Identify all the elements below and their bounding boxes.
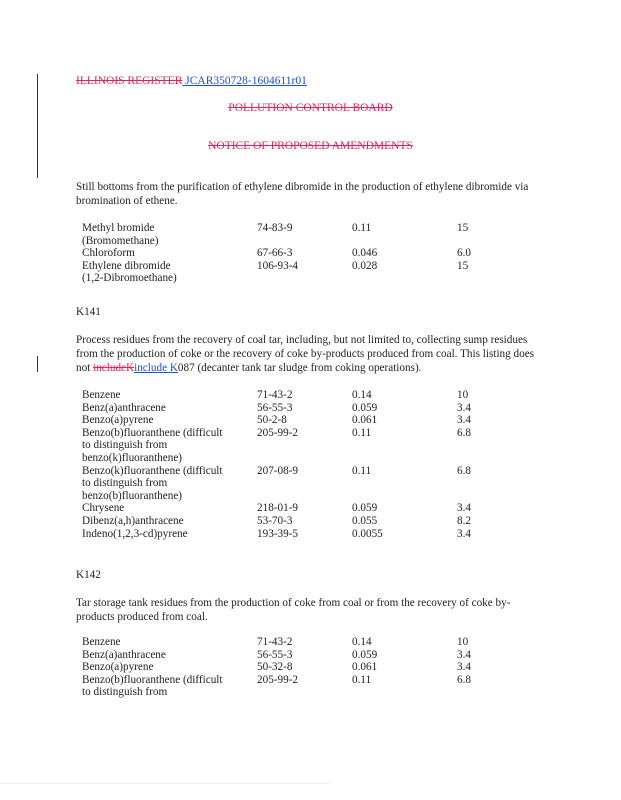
register-header	[76, 75, 307, 87]
cas-number: 53-70-3	[257, 514, 293, 527]
constituent-name: Ethylene dibromide (1,2-Dibromoethane)	[82, 259, 177, 285]
deleted-include: includeK	[93, 362, 135, 374]
constituent-name: Benz(a)anthracene	[82, 648, 166, 661]
cas-number: 50-2-8	[257, 414, 287, 427]
wastewater-conc: 0.055	[352, 514, 378, 527]
section2-table	[82, 389, 517, 540]
table-row	[82, 515, 517, 528]
cas-number: 67-66-3	[257, 247, 293, 260]
wastewater-conc: 0.059	[352, 502, 378, 515]
register-deleted-text: ILLINOIS REGISTER	[76, 75, 183, 87]
table-row	[82, 636, 517, 649]
cas-number: 71-43-2	[257, 636, 293, 648]
wastewater-conc: 0.11	[352, 464, 372, 477]
constituent-name: Benzene	[82, 389, 121, 401]
cas-number: 205-99-2	[257, 426, 299, 439]
constituent-name: Methyl bromide (Bromomethane)	[82, 222, 159, 247]
nonwastewater-conc: 15	[457, 222, 469, 234]
table-row	[82, 528, 517, 541]
change-bar-top	[37, 74, 38, 178]
constituent-name: Benz(a)anthracene	[82, 401, 166, 414]
cas-number: 193-39-5	[257, 527, 299, 540]
notice-title: NOTICE OF PROPOSED AMENDMENTS	[208, 140, 413, 152]
constituent-name: Benzo(k)fluoranthene (difficult to distinguish from benzo(b)fluoranthene)	[82, 464, 223, 502]
cas-number: 56-55-3	[257, 648, 293, 661]
table-row	[82, 402, 517, 415]
nonwastewater-conc: 6.8	[457, 673, 471, 686]
constituent-name: Benzo(a)pyrene	[82, 414, 154, 427]
table-row	[82, 260, 517, 285]
nonwastewater-conc: 8.2	[457, 514, 471, 527]
table-row	[82, 389, 517, 402]
constituent-name: Indeno(1,2,3-cd)pyrene	[82, 527, 188, 540]
nonwastewater-conc: 3.4	[457, 502, 471, 515]
register-inserted-text: JCAR350728-1604611r01	[182, 75, 307, 87]
cas-number: 74-83-9	[257, 222, 293, 234]
section3-table	[82, 636, 517, 699]
cas-number: 106-93-4	[257, 259, 299, 272]
nonwastewater-conc: 3.4	[457, 661, 471, 674]
nonwastewater-conc: 3.4	[457, 648, 471, 661]
wastewater-conc: 0.028	[352, 259, 378, 272]
constituent-name: Benzo(a)pyrene	[82, 661, 154, 674]
wastewater-conc: 0.0055	[352, 527, 383, 540]
section1-table	[82, 222, 517, 285]
cas-number: 71-43-2	[257, 389, 293, 401]
wastewater-conc: 0.061	[352, 414, 378, 427]
page-footer-line	[0, 783, 330, 784]
wastewater-conc: 0.11	[352, 673, 372, 686]
nonwastewater-conc: 10	[457, 636, 469, 648]
constituent-name: Chrysene	[82, 502, 125, 515]
board-title: POLLUTION CONTROL BOARD	[228, 102, 393, 114]
nonwastewater-conc: 3.4	[457, 401, 471, 414]
section2-description: Process residues from the recovery of coal tar, including, but not limited to, collecting sump residues from the production of coke or the recovery of coke by-products produced from coal. This listing does not includeKinclude K087 (decanter tank tar sludge from coking operations).	[76, 334, 535, 374]
nonwastewater-conc: 15	[457, 259, 469, 272]
change-bar-middle	[37, 356, 38, 372]
k141-code: K141	[76, 306, 101, 318]
wastewater-conc: 0.11	[352, 222, 372, 234]
section1-description: Still bottoms from the purification of ethylene dibromide in the production of ethylene dibromide via bromination of ethene.	[76, 181, 529, 207]
wastewater-conc: 0.059	[352, 401, 378, 414]
table-row	[82, 661, 517, 674]
k142-code: K142	[76, 569, 101, 581]
wastewater-conc: 0.061	[352, 661, 378, 674]
nonwastewater-conc: 3.4	[457, 527, 471, 540]
cas-number: 56-55-3	[257, 401, 293, 414]
table-row	[82, 414, 517, 427]
nonwastewater-conc: 10	[457, 389, 469, 401]
constituent-name: Dibenz(a,h)anthracene	[82, 514, 184, 527]
nonwastewater-conc: 6.8	[457, 464, 471, 477]
cas-number: 50-32-8	[257, 661, 293, 674]
table-row	[82, 247, 517, 260]
constituent-name: Benzo(b)fluoranthene (difficult to distinguish from benzo(k)fluoranthene)	[82, 426, 223, 464]
cas-number: 218-01-9	[257, 502, 299, 515]
wastewater-conc: 0.059	[352, 648, 378, 661]
constituent-name: Chloroform	[82, 247, 135, 260]
inserted-include: include K	[134, 362, 178, 374]
cas-number: 205-99-2	[257, 673, 299, 686]
table-row	[82, 649, 517, 662]
table-row	[82, 502, 517, 515]
wastewater-conc: 0.11	[352, 426, 372, 439]
table-row	[82, 427, 517, 465]
cas-number: 207-08-9	[257, 464, 299, 477]
nonwastewater-conc: 6.0	[457, 247, 471, 260]
wastewater-conc: 0.14	[352, 636, 372, 648]
constituent-name: Benzene	[82, 636, 121, 648]
table-row	[82, 674, 517, 699]
table-row	[82, 222, 517, 247]
nonwastewater-conc: 3.4	[457, 414, 471, 427]
section3-description: Tar storage tank residues from the production of coke from coal or from the recovery of coke by-products produced from coal.	[76, 597, 511, 623]
table-row	[82, 465, 517, 503]
constituent-name: Benzo(b)fluoranthene (difficult to distinguish from	[82, 673, 223, 699]
nonwastewater-conc: 6.8	[457, 426, 471, 439]
wastewater-conc: 0.14	[352, 389, 372, 401]
wastewater-conc: 0.046	[352, 247, 378, 260]
